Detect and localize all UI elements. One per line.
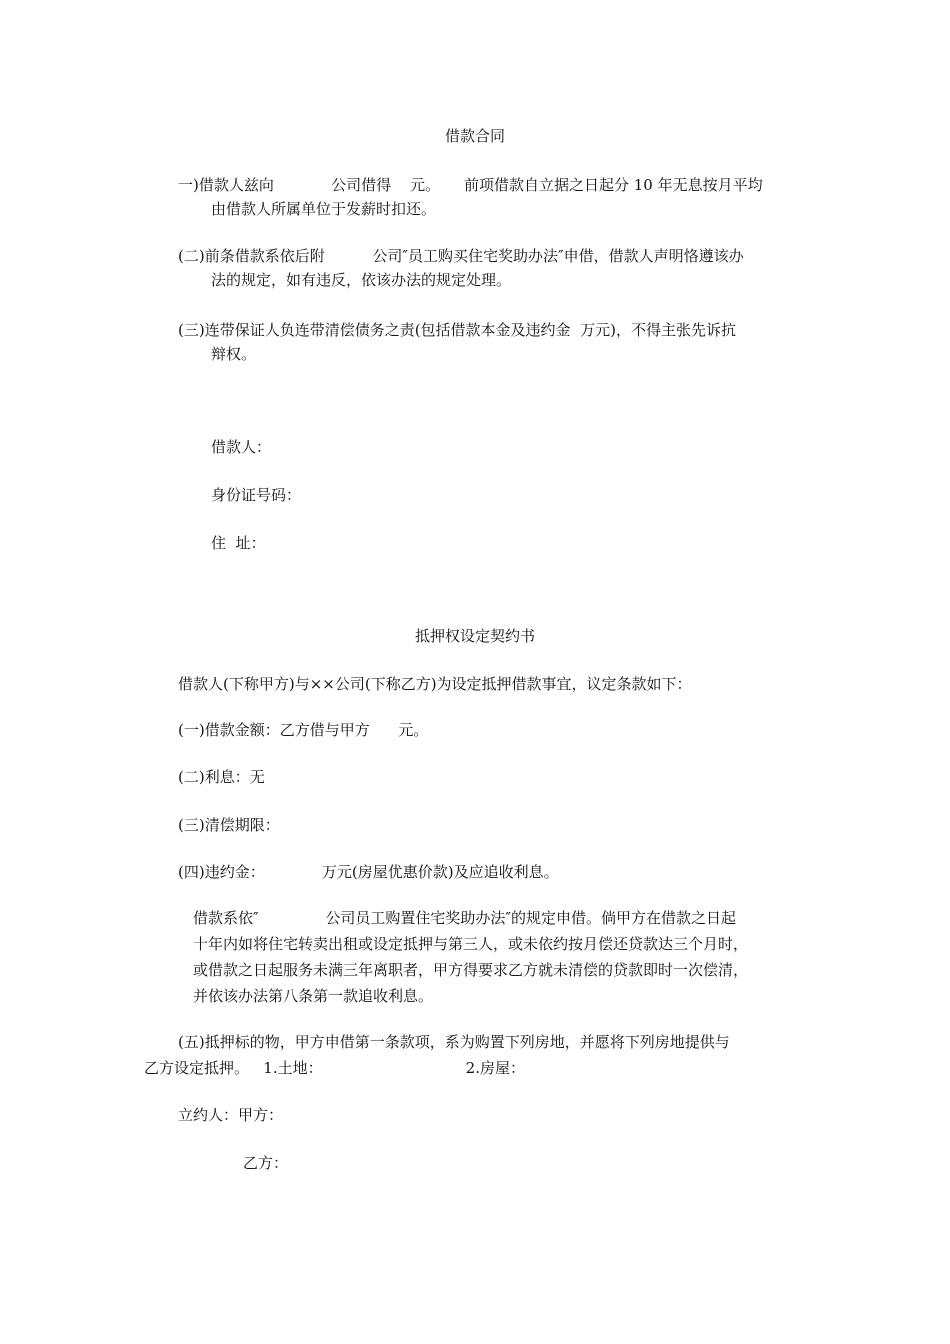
mortgage-item-1: (一)借款金额：乙方借与甲方 元。 [178, 721, 429, 739]
mortgage-para-line-2: 十年内如将住宅转卖出租或设定抵押与第三人，或未依约按月偿还贷款达三个月时， [193, 935, 749, 953]
mortgage-para-line-1: 借款系依″ 公司员工购置住宅奖助办法″的规定申借。倘甲方在借款之日起 [193, 909, 736, 927]
mortgage-para-line-4: 并依该办法第八条第一款追收利息。 [193, 987, 434, 1005]
clause-2-line-2: 法的规定，如有违反，依该办法的规定处理。 [211, 271, 512, 289]
clause-3-line-2: 辩权。 [211, 345, 257, 363]
clause-2-line-1: (二)前条借款系依后附 公司″员工购买住宅奖助办法″申借，借款人声明恪遵该办 [178, 247, 744, 265]
mortgage-item-3: (三)清偿期限： [178, 816, 280, 834]
party-b-label: 乙方： [243, 1154, 289, 1172]
mortgage-item-5-line-1: (五)抵押标的物，甲方申借第一条款项，系为购置下列房地，并愿将下列房地提供与 [178, 1033, 730, 1051]
address-label: 住 址： [211, 534, 266, 552]
party-a-label: 立约人：甲方： [178, 1106, 284, 1124]
loan-contract-title: 借款合同 [444, 127, 505, 145]
clause-1-line-1: 一)借款人兹向 公司借得 元。 前项借款自立据之日起分 10 年无息按月平均 [178, 176, 763, 194]
clause-1-line-2: 由借款人所属单位于发薪时扣还。 [211, 200, 437, 218]
mortgage-title: 抵押权设定契约书 [414, 627, 535, 645]
mortgage-para-line-3: 或借款之日起服务未满三年离职者，甲方得要求乙方就未清偿的贷款即时一次偿清， [193, 961, 749, 979]
mortgage-item-5-line-2: 乙方设定抵押。 1.土地： 2.房屋： [144, 1059, 525, 1077]
id-number-label: 身份证号码： [211, 486, 302, 504]
mortgage-intro: 借款人(下称甲方)与××公司(下称乙方)为设定抵押借款事宜，议定条款如下： [178, 675, 692, 693]
clause-3-line-1: (三)连带保证人负连带清偿债务之责(包括借款本金及违约金 万元)，不得主张先诉抗 [178, 321, 736, 339]
borrower-label: 借款人： [211, 438, 272, 456]
mortgage-item-4: (四)违约金： 万元(房屋优惠价款)及应追收利息。 [178, 863, 559, 881]
mortgage-item-2: (二)利息：无 [178, 768, 265, 786]
